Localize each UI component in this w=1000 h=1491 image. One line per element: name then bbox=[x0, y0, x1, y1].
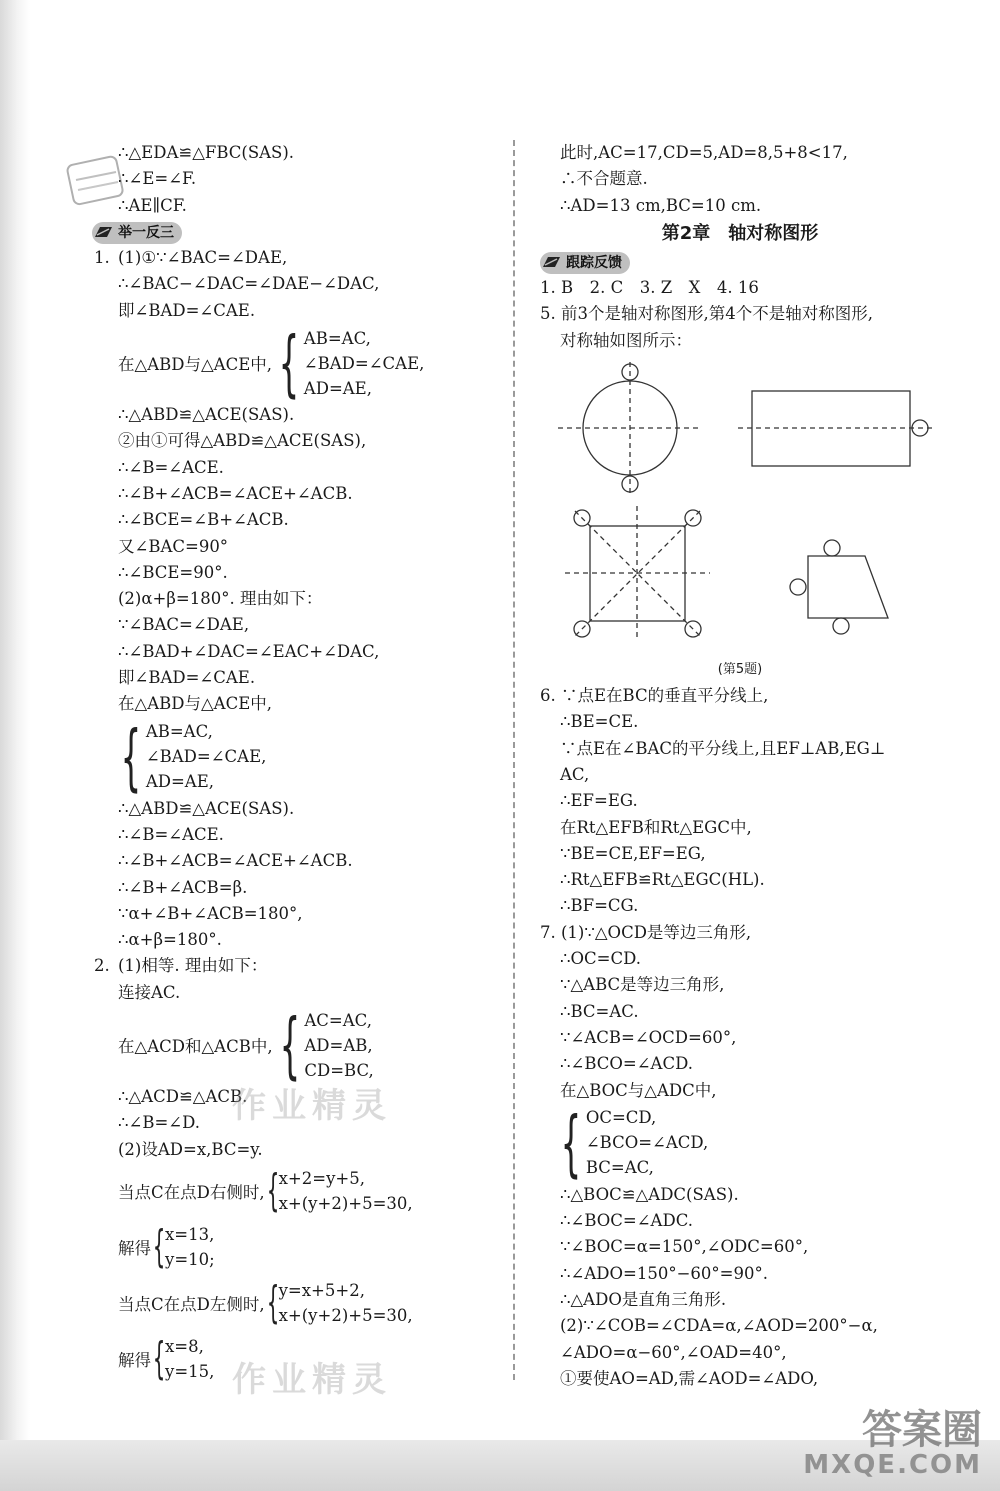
text-line: ∴△EDA≌△FBC(SAS). bbox=[118, 143, 295, 162]
brace-system bbox=[118, 1275, 503, 1331]
brace-prefix: 在△ABD与△ACE中, bbox=[118, 355, 272, 375]
text-line: ∴△BOC≌△ADC(SAS). bbox=[560, 1184, 739, 1204]
section-label bbox=[92, 222, 182, 244]
text-line: ∵∠BAC=∠DAE, bbox=[118, 615, 250, 635]
brace-line: x+2=y+5, bbox=[278, 1168, 365, 1188]
text-line: ∴OC=CD. bbox=[560, 949, 641, 969]
brace-symbol: { bbox=[152, 1332, 166, 1384]
brace-line: ∠BCO=∠ACD, bbox=[585, 1133, 709, 1153]
brace-line: BC=AC, bbox=[585, 1158, 654, 1178]
section-label-text: 举一反三 bbox=[118, 224, 174, 241]
brace-prefix: 解得 bbox=[118, 1238, 151, 1258]
brace-prefix: 当点C在点D右侧时, bbox=[118, 1182, 265, 1202]
text-line: 5. 前3个是轴对称图形,第4个不是轴对称图形, bbox=[540, 304, 873, 324]
brace-system bbox=[118, 714, 503, 799]
text-line: ∴∠BAC−∠DAC=∠DAE−∠DAC, bbox=[118, 274, 380, 294]
logo-sub-text: MXQE.COM bbox=[803, 1450, 982, 1480]
brace-prefix: 解得 bbox=[118, 1350, 151, 1370]
brace-symbol: { bbox=[266, 1276, 279, 1328]
text-line: ∴∠B+∠ACB=∠ACE+∠ACB. bbox=[118, 483, 353, 503]
text-line: ①要使AO=AD,需∠AOD=∠ADO, bbox=[560, 1368, 819, 1388]
text-line: ∴不合题意. bbox=[560, 169, 648, 189]
circle-figure bbox=[558, 362, 702, 496]
brace-lines bbox=[304, 326, 425, 401]
text-line: ∴∠E=∠F. bbox=[118, 169, 197, 189]
text-line: 连接AC. bbox=[118, 982, 181, 1002]
column-divider bbox=[513, 140, 515, 1380]
brace-lines bbox=[279, 1278, 413, 1328]
text-line: ∴∠BCE=90°. bbox=[118, 562, 228, 582]
brace-lines bbox=[165, 1222, 215, 1272]
brace-line: CD=BC, bbox=[304, 1060, 374, 1080]
brace-line: AD=AE, bbox=[145, 772, 214, 792]
brace-line: y=10; bbox=[165, 1249, 215, 1269]
brace-system bbox=[118, 1219, 503, 1275]
brace-prefix: 在△ACD和△ACB中, bbox=[118, 1037, 273, 1057]
question-1-line: 1. (1)①∵∠BAC=∠DAE, bbox=[94, 248, 288, 268]
brace-lines bbox=[586, 1105, 709, 1180]
brace-lines bbox=[279, 1166, 413, 1216]
brace-system bbox=[118, 1003, 503, 1088]
text-line: ∴AD=13 cm,BC=10 cm. bbox=[560, 195, 762, 215]
brace-symbol: { bbox=[266, 1164, 279, 1216]
text-line: ∴∠B=∠D. bbox=[118, 1113, 200, 1133]
brace-line: y=15, bbox=[165, 1361, 215, 1381]
pen-icon bbox=[542, 255, 562, 269]
brace-line: ∠BAD=∠CAE, bbox=[145, 747, 267, 767]
brace-line: AD=AB, bbox=[304, 1035, 373, 1055]
text-line: ∠ADO=α−60°,∠OAD=40°, bbox=[560, 1342, 787, 1362]
text-line: ∵∠ACB=∠OCD=60°, bbox=[560, 1027, 737, 1047]
text-line: ∴BE=CE. bbox=[560, 712, 639, 732]
question-2-line: 2. (1)相等. 理由如下： bbox=[94, 956, 268, 976]
text-line: ∵BE=CE,EF=EG, bbox=[560, 843, 706, 863]
brace-line: x+(y+2)+5=30, bbox=[278, 1193, 413, 1213]
text-line: ∴∠BCE=∠B+∠ACB. bbox=[118, 510, 289, 530]
text-line: ∴EF=EG. bbox=[560, 791, 638, 811]
text-line: 在△BOC与△ADC中, bbox=[560, 1080, 717, 1100]
left-column bbox=[94, 140, 503, 1387]
brace-line: AB=AC, bbox=[303, 328, 371, 348]
chapter-title: 第2章 轴对称图形 bbox=[661, 222, 819, 244]
watermark: 作业精灵 bbox=[232, 1360, 392, 1400]
text-line: 对称轴如图所示： bbox=[560, 330, 692, 350]
brace-line: OC=CD, bbox=[585, 1108, 657, 1128]
text-line: ∴∠B+∠ACB=∠ACE+∠ACB. bbox=[118, 851, 353, 871]
brace-line: x=8, bbox=[165, 1336, 204, 1356]
text-line: ∴△ACD≌△ACB. bbox=[118, 1087, 248, 1107]
brace-lines bbox=[304, 1008, 373, 1083]
brace-line: AD=AE, bbox=[303, 378, 372, 398]
text-line: AC, bbox=[560, 764, 590, 784]
rectangle-figure bbox=[738, 391, 932, 466]
brace-line: x=13, bbox=[165, 1224, 215, 1244]
text-line: ∴∠ADO=150°−60°=90°. bbox=[560, 1263, 768, 1283]
text-line: ∵点E在∠BAC的平分线上,且EF⊥AB,EG⊥ bbox=[560, 738, 886, 758]
text-line: 7. (1)∵△OCD是等边三角形, bbox=[540, 922, 752, 942]
brace-symbol: { bbox=[120, 714, 142, 799]
watermark: 作业精灵 bbox=[232, 1086, 392, 1126]
logo-main-text: 答案圈 bbox=[862, 1407, 982, 1453]
section-label-row bbox=[92, 219, 503, 245]
brace-lines bbox=[165, 1334, 214, 1384]
text-line: ∴BC=AC. bbox=[560, 1001, 639, 1021]
text-line: 6. ∵点E在BC的垂直平分线上, bbox=[540, 686, 769, 706]
brace-line: ∠BAD=∠CAE, bbox=[303, 353, 425, 373]
text-line: ∴∠BCO=∠ACD. bbox=[560, 1054, 693, 1074]
text-line: 又∠BAC=90° bbox=[118, 536, 229, 556]
figure-caption: (第5题) bbox=[717, 662, 763, 678]
pen-icon bbox=[94, 225, 114, 239]
symmetry-figure bbox=[540, 356, 940, 656]
section-label bbox=[540, 252, 630, 274]
brace-symbol: { bbox=[152, 1220, 166, 1272]
brace-line: x+(y+2)+5=30, bbox=[278, 1305, 413, 1325]
brace-line: AB=AC, bbox=[145, 722, 213, 742]
text-line: ∴△ADO是直角三角形. bbox=[560, 1290, 727, 1310]
text-line: ∵∠BOC=α=150°,∠ODC=60°, bbox=[560, 1237, 809, 1257]
text-line: (1)相等. 理由如下： bbox=[118, 956, 268, 976]
text-line: ∴AE∥CF. bbox=[118, 195, 187, 215]
text-line: (2)设AD=x,BC=y. bbox=[118, 1139, 263, 1159]
text-line: ∴△ABD≌△ACE(SAS). bbox=[118, 798, 295, 818]
text-line: 此时,AC=17,CD=5,AD=8,5+8<17, bbox=[560, 143, 848, 162]
text-line: ∵△ABC是等边三角形, bbox=[560, 975, 725, 995]
corner-logo bbox=[782, 1398, 982, 1488]
brace-system bbox=[118, 321, 503, 406]
brace-symbol: { bbox=[560, 1100, 582, 1185]
text-line: ∴BF=CG. bbox=[560, 896, 639, 916]
text-line: ②由①可得△ABD≌△ACE(SAS), bbox=[118, 431, 367, 451]
brace-prefix: 当点C在点D左侧时, bbox=[118, 1294, 265, 1314]
text-line: 在Rt△EFB和Rt△EGC中, bbox=[560, 817, 752, 837]
brace-line: y=x+5+2, bbox=[278, 1280, 365, 1300]
right-column bbox=[540, 140, 940, 1392]
square-figure bbox=[565, 506, 710, 641]
brace-lines bbox=[146, 719, 267, 794]
brace-symbol: { bbox=[279, 1003, 300, 1088]
text-line: 即∠BAD=∠CAE. bbox=[118, 668, 256, 688]
text-line: ∴∠BOC=∠ADC. bbox=[560, 1211, 693, 1231]
text-line: 在△ABD与△ACE中, bbox=[118, 694, 272, 714]
brace-system bbox=[540, 1100, 940, 1185]
trapezoid-figure bbox=[790, 540, 888, 634]
brace-symbol: { bbox=[278, 321, 300, 406]
text-line: (2)∵∠COB=∠CDA=α,∠AOD=200°−α, bbox=[560, 1316, 878, 1336]
text-line: ∴∠BAD+∠DAC=∠EAC+∠DAC, bbox=[118, 641, 380, 661]
text-line: ∴Rt△EFB≌Rt△EGC(HL). bbox=[560, 870, 765, 890]
section-label-text: 跟踪反馈 bbox=[566, 254, 622, 271]
answers-line: 1. B 2. C 3. Z X 4. 16 bbox=[540, 278, 759, 298]
text-line: ∴∠B=∠ACE. bbox=[118, 824, 224, 844]
brace-system bbox=[118, 1163, 503, 1219]
section-label-row bbox=[540, 249, 940, 275]
text-line: (1)①∵∠BAC=∠DAE, bbox=[118, 248, 288, 268]
text-line: ∴∠B=∠ACE. bbox=[118, 457, 224, 477]
text-line: ∴α+β=180°. bbox=[118, 930, 222, 950]
text-line: 即∠BAD=∠CAE. bbox=[118, 300, 256, 320]
page-left-shadow bbox=[0, 0, 30, 1491]
text-line: (2)α+β=180°. 理由如下： bbox=[118, 589, 323, 609]
text-line: ∴△ABD≌△ACE(SAS). bbox=[118, 405, 295, 425]
brace-line: AC=AC, bbox=[304, 1010, 372, 1030]
text-line: ∵α+∠B+∠ACB=180°, bbox=[118, 903, 303, 923]
text-line: ∴∠B+∠ACB=β. bbox=[118, 877, 248, 897]
